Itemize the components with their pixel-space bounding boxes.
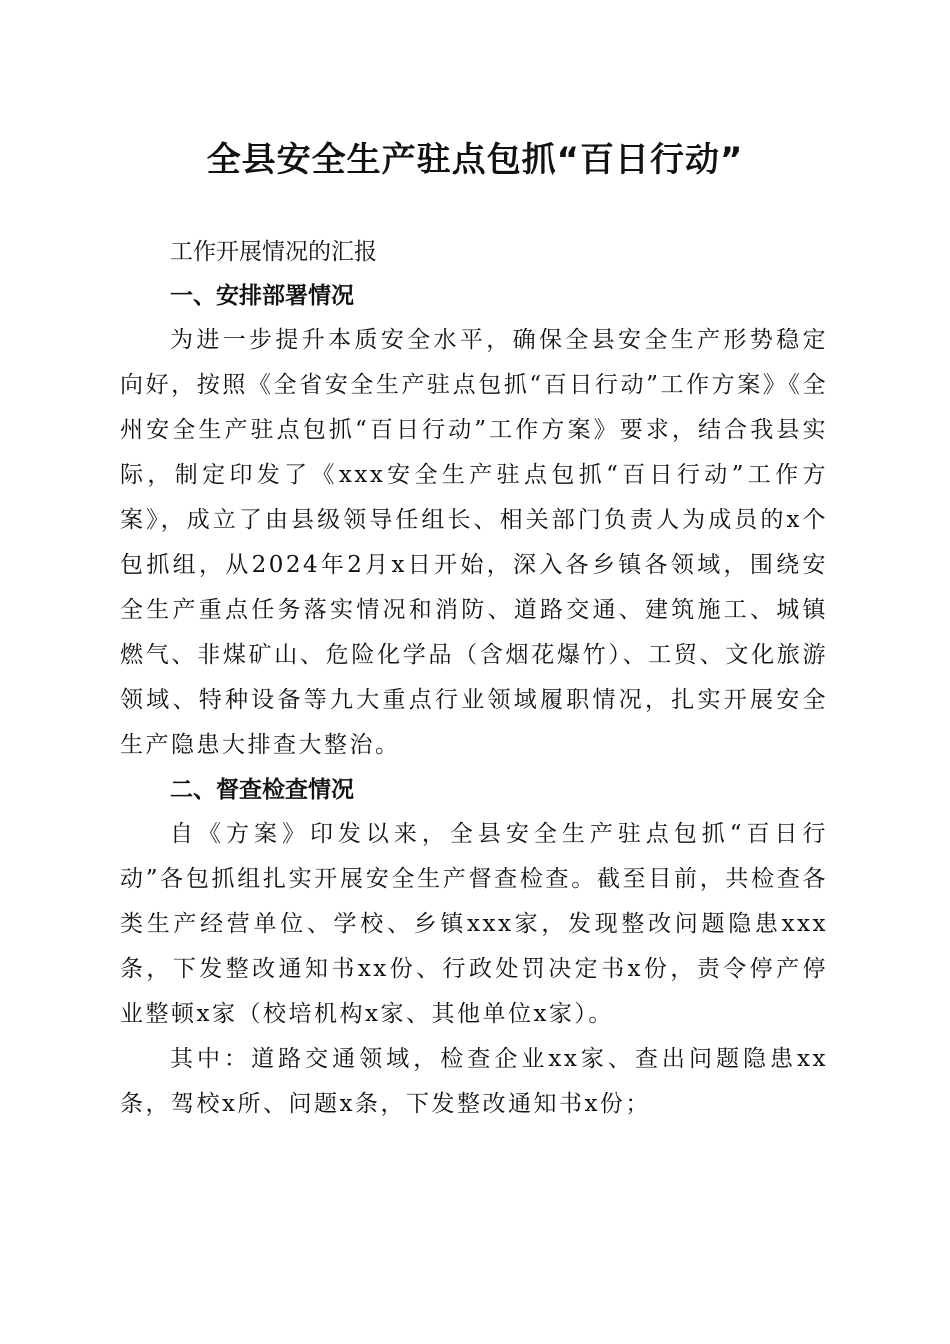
body-paragraph: 为进一步提升本质安全水平，确保全县安全生产形势稳定向好，按照《全省安全生产驻点包抓“百日行动”工作方案》《全州安全生产驻点包抓“百日行动”工作方案》要求，结合我县实际，制定印发了《xxx安全生产驻点包抓“百日行动”工作方案》，成立了由县级领导任组长、相关部门负责人为成员的x个包抓组，从2024年2月x日开始，深入各乡镇各领域，围绕安全生产重点任务落实情况和消防、道路交通、建筑施工、城镇燃气、非煤矿山、危险化学品（含烟花爆竹）、工贸、文化旅游领域、特种设备等九大重点行业领域履职情况，扎实开展安全生产隐患大排查大整治。: [120, 327, 828, 758]
document-subtitle: 工作开展情况的汇报: [170, 239, 377, 265]
section-inspection: [120, 768, 828, 1127]
document-title: 全县安全生产驻点包抓“百日行动”: [206, 140, 744, 180]
body-paragraph: 自《方案》印发以来，全县安全生产驻点包抓“百日行动”各包抓组扎实开展安全生产督查检查。截至目前，共检查各类生产经营单位、学校、乡镇xxx家，发现整改问题隐患xxx条，下发整改通知书xx份、行政处罚决定书x份，责令停产停业整顿x家（校培机构x家、其他单位x家）。: [120, 821, 828, 1027]
section-heading: 一、安排部署情况: [170, 283, 354, 309]
body-paragraph: 其中：道路交通领域，检查企业xx家、查出问题隐患xx条，驾校x所、问题x条，下发整改通知书x份；: [120, 1046, 828, 1117]
document-body: [120, 230, 828, 1127]
section-arrangement: [120, 274, 828, 768]
section-heading: 二、督查检查情况: [170, 777, 354, 803]
